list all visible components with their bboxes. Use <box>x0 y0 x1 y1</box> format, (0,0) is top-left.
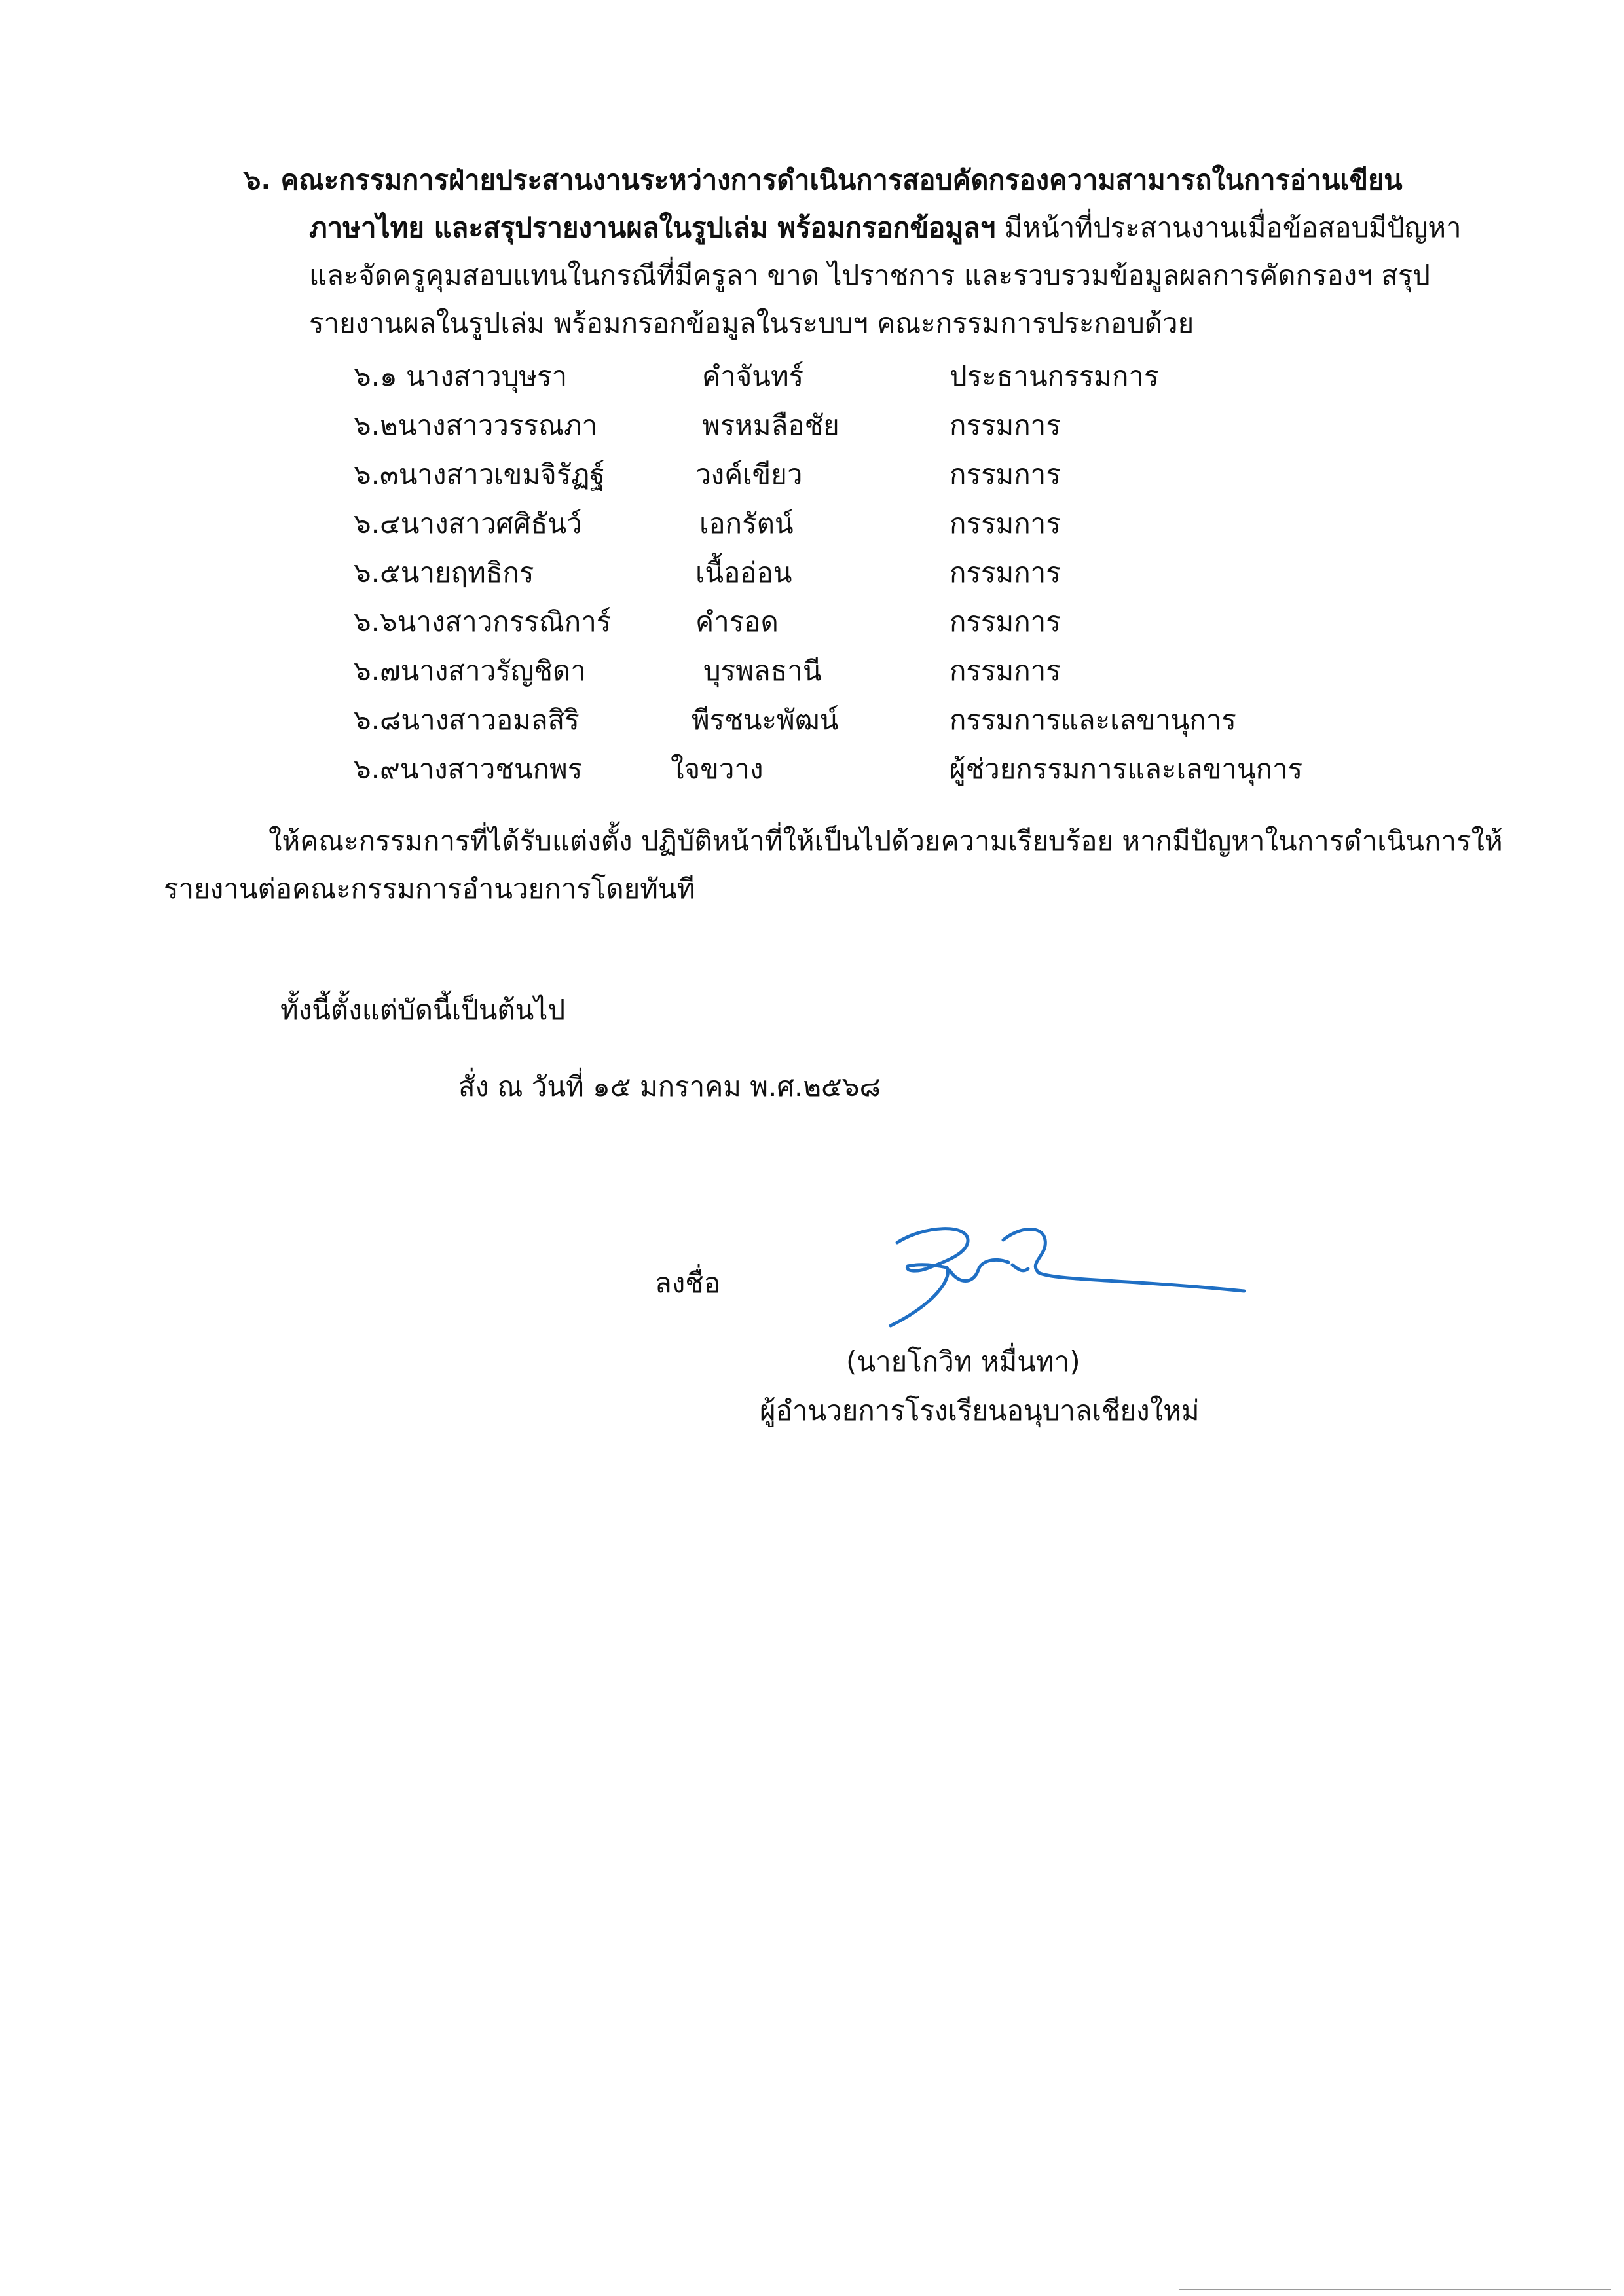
member-surname: เนื้ออ่อน <box>695 556 792 589</box>
member-name: ๖.๗นางสาวรัญชิดา <box>354 655 586 687</box>
member-role: กรรมการ <box>950 507 1061 539</box>
member-name: ๖.๖นางสาวกรรณิการ์ <box>354 606 612 638</box>
member-name: ๖.๙นางสาวชนกพร <box>354 753 583 785</box>
member-name: ๖.๓นางสาวเขมจิรัฏฐ์ <box>354 458 605 490</box>
section-duty-text: มีหน้าที่ประสานงานเมื่อข้อสอบมีปัญหา <box>1004 211 1462 244</box>
effective-statement: ทั้งนี้ตั้งแต่บัดนี้เป็นต้นไป <box>280 994 566 1026</box>
member-name: ๖.๑ นางสาวบุษรา <box>354 360 568 392</box>
member-name: ๖.๔นางสาวศศิธันว์ <box>354 507 582 539</box>
closing-line-1: ให้คณะกรรมการที่ได้รับแต่งตั้ง ปฏิบัติหน้าที่ให้เป็นไปด้วยความเรียบร้อย หากมีปัญหาในการดำเนินการให้ <box>268 825 1503 857</box>
member-name: ๖.๒นางสาววรรณภา <box>354 409 598 441</box>
member-role: กรรมการ <box>950 655 1061 687</box>
member-surname: เอกรัตน์ <box>699 507 794 539</box>
member-surname: คำจันทร์ <box>702 360 804 392</box>
sign-label: ลงชื่อ <box>655 1267 720 1299</box>
member-role: ประธานกรรมการ <box>950 360 1159 392</box>
member-role: กรรมการ <box>950 409 1061 441</box>
member-surname: พีรชนะพัฒน์ <box>692 704 839 736</box>
member-name: ๖.๘นางสาวอมลสิริ <box>354 704 580 736</box>
signer-name: (นายโกวิท หมื่นทา) <box>846 1345 1080 1377</box>
member-surname: ใจขวาง <box>671 753 764 785</box>
closing-line-2: รายงานต่อคณะกรรมการอำนวยการโดยทันที <box>164 873 695 905</box>
footer-rule <box>1179 2289 1611 2290</box>
order-date: สั่ง ณ วันที่ ๑๕ มกราคม พ.ศ.๒๕๖๘ <box>458 1070 881 1102</box>
member-role: ผู้ช่วยกรรมการและเลขานุการ <box>950 753 1303 785</box>
member-role: กรรมการ <box>950 556 1061 589</box>
signer-position: ผู้อำนวยการโรงเรียนอนุบาลเชียงใหม่ <box>760 1394 1200 1427</box>
member-surname: คำรอด <box>695 606 779 638</box>
section-heading-bold-text: ภาษาไทย และสรุปรายงานผลในรูปเล่ม พร้อมกรอกข้อมูลฯ <box>309 211 996 244</box>
member-role: กรรมการ <box>950 458 1061 490</box>
section-duty-line-3: รายงานผลในรูปเล่ม พร้อมกรอกข้อมูลในระบบฯ คณะกรรมการประกอบด้วย <box>309 307 1194 339</box>
member-name: ๖.๕นายฤทธิกร <box>354 556 534 589</box>
member-surname: บุรพลธานี <box>703 655 822 687</box>
member-role: กรรมการและเลขานุการ <box>950 704 1236 736</box>
signature-image <box>851 1205 1257 1329</box>
section-duty-line-2: และจัดครูคุมสอบแทนในกรณีที่มีครูลา ขาด ไปราชการ และรวบรวมข้อมูลผลการคัดกรองฯ สรุป <box>309 259 1430 291</box>
section-heading-line-2 <box>309 211 1462 244</box>
member-role: กรรมการ <box>950 606 1061 638</box>
section-heading-line-1: ๖. คณะกรรมการฝ่ายประสานงานระหว่างการดำเนินการสอบคัดกรองความสามารถในการอ่านเขียน <box>244 164 1403 196</box>
member-surname: พรหมลือชัย <box>702 409 840 441</box>
member-surname: วงค์เขียว <box>695 458 803 490</box>
